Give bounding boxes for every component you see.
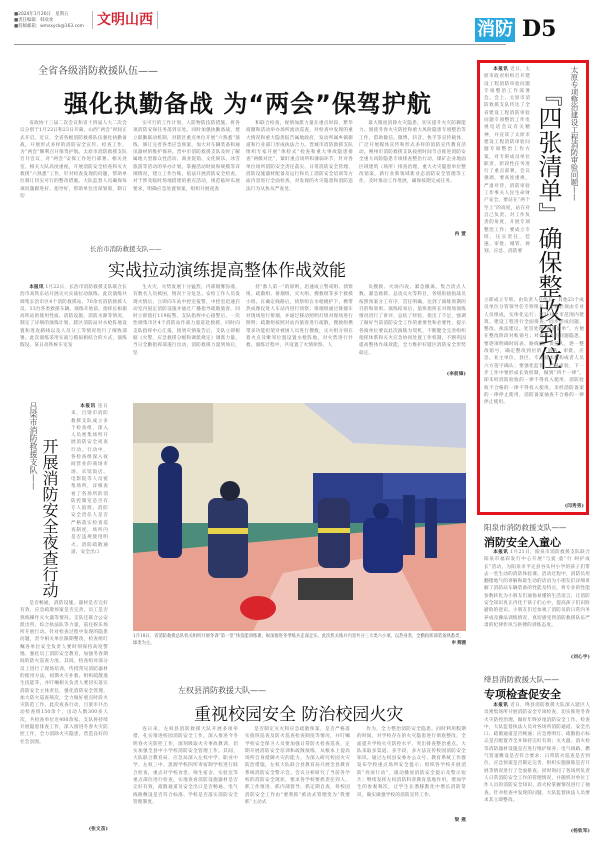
lead-credit: 冉 萱: [454, 232, 466, 237]
lead-column-1: 省政协十三届二次会议和省十四届人大二次会议分别于1月22日和23日开幕，山西“两会”时间正式开启。近日，全省各级消防救援队伍强化执勤备战，开展形式多样的消防安全宣传、检查工作，为“两会”顺利召开保驾护航。太原市消防救援支队召开会议，对“两会”安保工作进行部署。相关处室、相关大队高度重视，开展消防安全检查和灭火救援“六熟悉”工作，针对检查发现的问题，帮助单位制订切实可行的整改措施。大队监督人员确保每项问题跟进好、指导好，帮助单位出谋划策，制订切: [20, 121, 127, 199]
sidebar-wide-column: 立即成立专班，由负责人任组长，其他23个成员单位分管领导任专班组长，专班必须由专业人员组成，实体化运行；要针对全市范围内建筑、建设工程进行全面排查，同步形成问题、整改、执法建议、处罚处理“四张清单”，方便在整改阶段对账销号；对排查出的问题隐患，要逐项明确时间表、路线图、责任人，逐一整改销号，确定整改到位的，消防、审批、应急、业主单位、县区、专业技术机构或者人员六方签字确认；要强化监督、严格审验，下一步工作中要形成长效机制，做到“四个一律”，即未经消防验收的一律不得投入使用，消防验收不合格的一律不得投入使用，未经消防备案的一律停止使用，消防备案抽查不合格的一律停止使用。: [484, 298, 584, 406]
changzhi-column-1: 本报讯 1月22日，长治市消防救援支队联合长治市高铁东站开展灭火实战拉动演练。此次演练共调集长治市区4个消防救援站、70余名消防救援人员、13台各类救援车辆。演练开始前，指挥长根据高铁站的使用性质、消防设施、消防水源等情况，制定了详细的演练计划，辖区消防站对水枪阵地设置和进攻路线以及人员分工等情况进行了细致部署。此次演练采用实战与模拟相结合的方式，演练假设，某日高铁候车室发: [20, 285, 127, 349]
jiangxian-headline: 专项检查促安全: [484, 688, 561, 701]
issue-date: ■2024年1月26日 星期五: [14, 12, 69, 17]
lead-column-2: 实可行的工作计划，人防物防技防措施。将各项消防安保任务落到实处。同时加强执勤备战，建立联勤联动机制，对辖区重点单位开展“六熟悉”演练，修订完善各类应急预案，加大对车辆装备和通讯器材的维护保养。晋中市消防救援支队及时了解属地大型群众性活动、商业促销、文化娱乐、冰雪旅游等活动的举办计划，掌握活动时间和规模等详细情况，建立工作台账，依法开展消防安全检查。对于涉及临时场地搭建的重点活动，规范临时布展要求，明确应急处置预案，组织开展夜查: [133, 121, 240, 192]
lvliang-wide-column: 是否畅通，消防设施、器材是否完好有效，应急疏散预案是否完善，员工是否熟练操作灭火器等情况。支队还联合公安派出所、综合执法队等力量，前往娱乐场所开展行动。针对检查过程中发现的隐患问题，责令相关单位限期整改，检查组叮嘱各单位安全负责人要时刻保持高度警惕，强化员工消防安全教育，加强冬春期间的防火巡查力度。其间，检查组对部分员工进行了现场培训，传授常见消防器材的使用方法、初期火灾扑救、组织疏散逃生技能等，并叮嘱相关负责人要切实落实消防安全主体责任，强化消防安全管理，加大防火巡查频次，全力做好重点时段火灾防范工作。此次夜查行动，吕梁市共出动检查组150余个，出动人数300多人次，共检查单位近400余家。支队将持续开展隐患排查工作，深入推进冬春火灾防控工作，全力消除火灾隐患，营造良好的社会氛围。: [20, 601, 108, 745]
lead-headline: 强化执勤备战 为“两会”保驾护航: [64, 90, 432, 118]
zuoquan-column-1: 连日来，左权县消防救援大队开展多项举措，扎实推进校园消防安全工作。深入推进今冬明春火灾防控工作，深刻吸取火灾事故教训，切实加强全县中小学校消防安全管理工作。其间，大队联合教育局、应急局深入左权中学、职业中学、左权三中、思源学校四所寄宿制学校进行联合检查，重点对学校食堂、师生宿舍、实验室等重点部位进行检查，实地查看消防设施器材是否完好有效，疏散通道及安全出口是否畅通、电气线路敷设是否符合标准、学校是否落实消防安全管理制度、: [133, 727, 238, 805]
editor-line: ■责任编辑：韩欢欢: [14, 18, 54, 24]
changzhi-column-2: 生火灾，火势发展十分猛烈，内部烟雾弥漫，有数名人员被困，情况十分危急。安检工作人员发现火情后，立即向车站中控室报警，中控室迅速启动室内固定消防设施并通过广播指导疏散旅客，同时立即拨打119报警。支队指挥中心接警后，一次性调集市区4个消防站作战力量赶赴救援，同时向支队指挥中心汇报，接到灾情报告后，支队立即根据《火警、应急救援分级和调派规定》调派力量。当日全勤指挥部遂行出动，消防救援力量到场后，坚: [133, 285, 240, 356]
lvliang-credit: (张文苗): [88, 827, 108, 832]
lead-kicker: 全省各级消防救援队伍——: [38, 66, 158, 77]
masthead-info: [14, 12, 84, 31]
jiangxian-credit: (杨钦军): [570, 829, 590, 834]
header-divider: [14, 44, 506, 45]
lvliang-headline: 开展消防安全夜查行动: [40, 438, 59, 598]
changzhi-column-4: 员搜救、火场内攻、紧急撤离、集合清点人数、紧急救援、总攻灭火等科目，各组衔接指战员按照预案分工有序，贯任明确，达到了演练预期的目的和效果。演练结束后，值班指挥长对现场演练情况进行了讲评，总结了经验，指出了不足，强调了做好当前消防安全工作的重要性和必要性，提示各演单位要以此次演练为契机，不断健全完善组织指挥体系和灭火应急协同处置工作机制，不断巩固提高整体作战效能，全力维护好辖区消防安全形势稳定。: [359, 285, 466, 356]
firefighters-training-image: [133, 403, 466, 631]
photo-caption: 1月18日，省消防救援总队机关组织开展冬训“第一堂”体技能训练课，纵深推进冬季练兵走深走实。此次机关练兵内容共分三大类六小项，以热身类、全勤指挥部装备熟悉类、球类为主。: [133, 634, 464, 646]
email-line: ■投稿邮箱：wmsxyck@163.com: [14, 24, 84, 30]
photo-credit: 申 辉摄: [451, 641, 466, 646]
training-photo: [133, 403, 466, 631]
section-tag: 消防: [477, 19, 513, 40]
zuoquan-column-2: 是否制定灭火和应急疏散预案、是否严格落实值班巡查及防火巡查检查制度等情况，并叮嘱学校安全保卫人员要加强日常防火检查巡查，定期开展消防安全培训和疏散演练，从根本上提高场所自身抵御火灾的能力。为深入研究校园火灾防治措施，左权大队联合县教育局开展全县教育系统消防安全警示会。会议分析研究了当前各学校的消防安全现状，要求各学校要抓责任到人、抓工作推进、抓内部督导、抓定期自查，将校园消防安全工作由“要我抓”被动式管理变为“我要抓”主动式: [245, 727, 350, 805]
lead-column-4: 最大限度消除火灾隐患，切实提升火灾防御能力。围绕冬春火灾防控和重大风险隐患专项整治等工作，借助微信、微博、抖音、快手等宣传载体，广泛开展媒体宣传和形式多样的消防宣传教育活动。朔州市消防救援支队按照时间节点推进消防安全重大风险隐患专项排查整治行动，煤矿企业地面区域建筑（场所）排查治理，重大火灾隐患单位整改销案，新行业新领域新业态消防安全管理等工作，及时推动工作进展，确保按期完成任务。: [359, 121, 466, 185]
sidebar-kicker: 太原专项整治建设工程消防审验问题——: [570, 66, 579, 201]
zuoquan-credit: 梁 燕: [454, 818, 466, 823]
zuoquan-kicker: 左权县消防救援大队——: [178, 686, 266, 695]
sidebar-headline: 『四张清单』确保整改到位: [534, 82, 562, 370]
sidebar-narrow-column: 本报讯 近日，太原市政府组织召开建设工程消防审验问题专项整治工作部署会。会上，太原市消防救援支队传达了全省建设工程消防审验问题专项整治工作电视电话会议有关精神，并宣读了太原市建设工程消防审验问题专项整治工作方案，对专班成员单位职责、阶段性任务进行了重点部署。会议强调，要高度重视、严肃对待，消防审验工作事关人民生命财产安全。要站在“两个至上”的高度，站在对自己负责、对工作负责的角度，开展专项整治工作；要成立专班，压实责任，佳速、审批、城管、规划、应急、消防要: [484, 67, 530, 255]
changzhi-column-3: 持“救人第一”的原则，迅速成立警戒组、侦察组、疏散组、排烟组、灭火组、搜救组等多个救援小组。在确定线路后，侦察组在水枪掩护下，携带热成像仪进人车站内进行侦察；排烟组通过排烟车对现场进行排烟，并通过移动照明灯组对现场进行照明；疏散组按照对站内旅客进行疏散，搜救组携带多功能担架对被困人员进行搜救，灭火组分别在着火点及毗邻位置设置水枪阵地，对火势进行扑救。演练过程中，共设置了火情侦察、人: [246, 285, 353, 349]
lvliang-kicker: 吕梁市消防救援支队——: [29, 402, 38, 490]
yangquan-kicker: 阳泉市消防救援支队——: [484, 523, 567, 532]
lvliang-narrow-column: 本报讯 连日来，吕梁市消防救援支队成立多个检查组，深入人员密集场所开展消防安全夜查行动。行动中，各检查组深入夜间营业的商场市场、宾馆饭店、电影院等人员密集场所，详细查看了各场所的消防控制室是否有专人值班，消防安全责任人是否严格落实检查巡查制度，场所内是否违规使用明火，消防疏散通道、安全出口: [71, 404, 108, 555]
zuoquan-headline: 重视校园安全 防治校园火灾: [194, 705, 404, 725]
zuoquan-column-3: 作为，全力整治消防安全隐患。同时利用假期的时间，对学校存在的火灾隐患进行彻底整改，全面提升学校火灾防控水平，突出排查整治重点。大队采取多渠道、多手段、多方法宣传校园消防安全知识。通过左权县安委办公众号、教育系统工作群发布学校重点场所安全提示；组织各学校开展消防“亮屏行动”，滚动播放消防安全提示及警示短片；继续发挥左权消防科普教育基地作用，增加学生的参观频次，让学生在潜移默化中增长消防常识，做实做强学校的消防宣传工作。: [357, 727, 466, 798]
changzhi-headline: 实战拉动演练提高整体作战效能: [108, 261, 346, 281]
lead-column-3: 和联合检查，视情加派力量在重点时段、繁华商圈和活动举办场所流动巡查，对检查中发现的重大情况和重大隐患报告属地政府，发动所属乡镇街道和行业部门形成执法合力。晋城市消防救援支队组织专家开展“体检式”检查和重大事故隐患排查“两级对比”，紧盯重点场所和薄弱环节，针对各单位场所消防安全责任落实、日常消防安全管理、消防设施器材配备及运行和员工消防安全培训等方面内容进行全面检查，对发现的火灾隐患和消防违法行为从快从严查处。: [246, 121, 353, 192]
yangquan-credit: (刘心宇): [570, 655, 590, 660]
sidebar-credit: (闫秀男): [564, 504, 584, 509]
jiangxian-body: 本报讯 近日，绛县消防救援大队深入辖区人员密集场所开展消防安全专项检查，切实推进冬春火灾防控治理，做好年终岁尾消防安全工作。检查中，大队监督执法人员对各场所消防通道、安全出口、疏散通道是否畅通；应急照明灯、疏散指示标志是否配置齐全并保持完好有效；灭火器、消火栓等消防器材设施是否进行维护保养；电气线路、燃气管道敷设是否符合要求；日常防火巡查是否到位，应急预案是否制定完善，组织实施演练是否开展等情况进行了全面排查。同时询问了各场所负责人日常消防安全工作的管理情况，并随机对单位工作人员的消防安全知识、消火栓掌握情况进行了抽查。针对检查中发现的问题，大队监督执法人员要求其立即整改。: [484, 703, 590, 803]
yangquan-headline: 消防安全入童心: [484, 536, 561, 549]
page-number: D5: [522, 16, 557, 42]
newspaper-logo: 文明山西: [92, 11, 158, 29]
changzhi-kicker: 长治市消防救援支队——: [90, 245, 162, 253]
yangquan-body: 本报讯 1月21日，阳泉市消防救援支队联合阳泉市福彩发行中心开展“与爱·童”行 呵护成长”活动，为阳泉市平定县谷头村小学的孩子们带去一堂生动的消防体验课。活动过程中，消防员用翻搂地气的讲解和最生动的话语为小朋友们详细讲解了消防站车辆装备的性能及特点，将专业的性能参数转化为小朋友们通俗易懂的生活语言，让消防安全知识真正内化于孩子们心中，提高孩子们识险避险的意识。小朋友们还参观了消防员的日常内务养成及操法训练情况，真切感受到消防救援队伍严肃的纪律作风与拼搏的训练态度。: [484, 550, 590, 628]
changzhi-credit: (李前锋): [446, 372, 466, 377]
jiangxian-kicker: 绛县消防救援大队——: [484, 675, 559, 684]
